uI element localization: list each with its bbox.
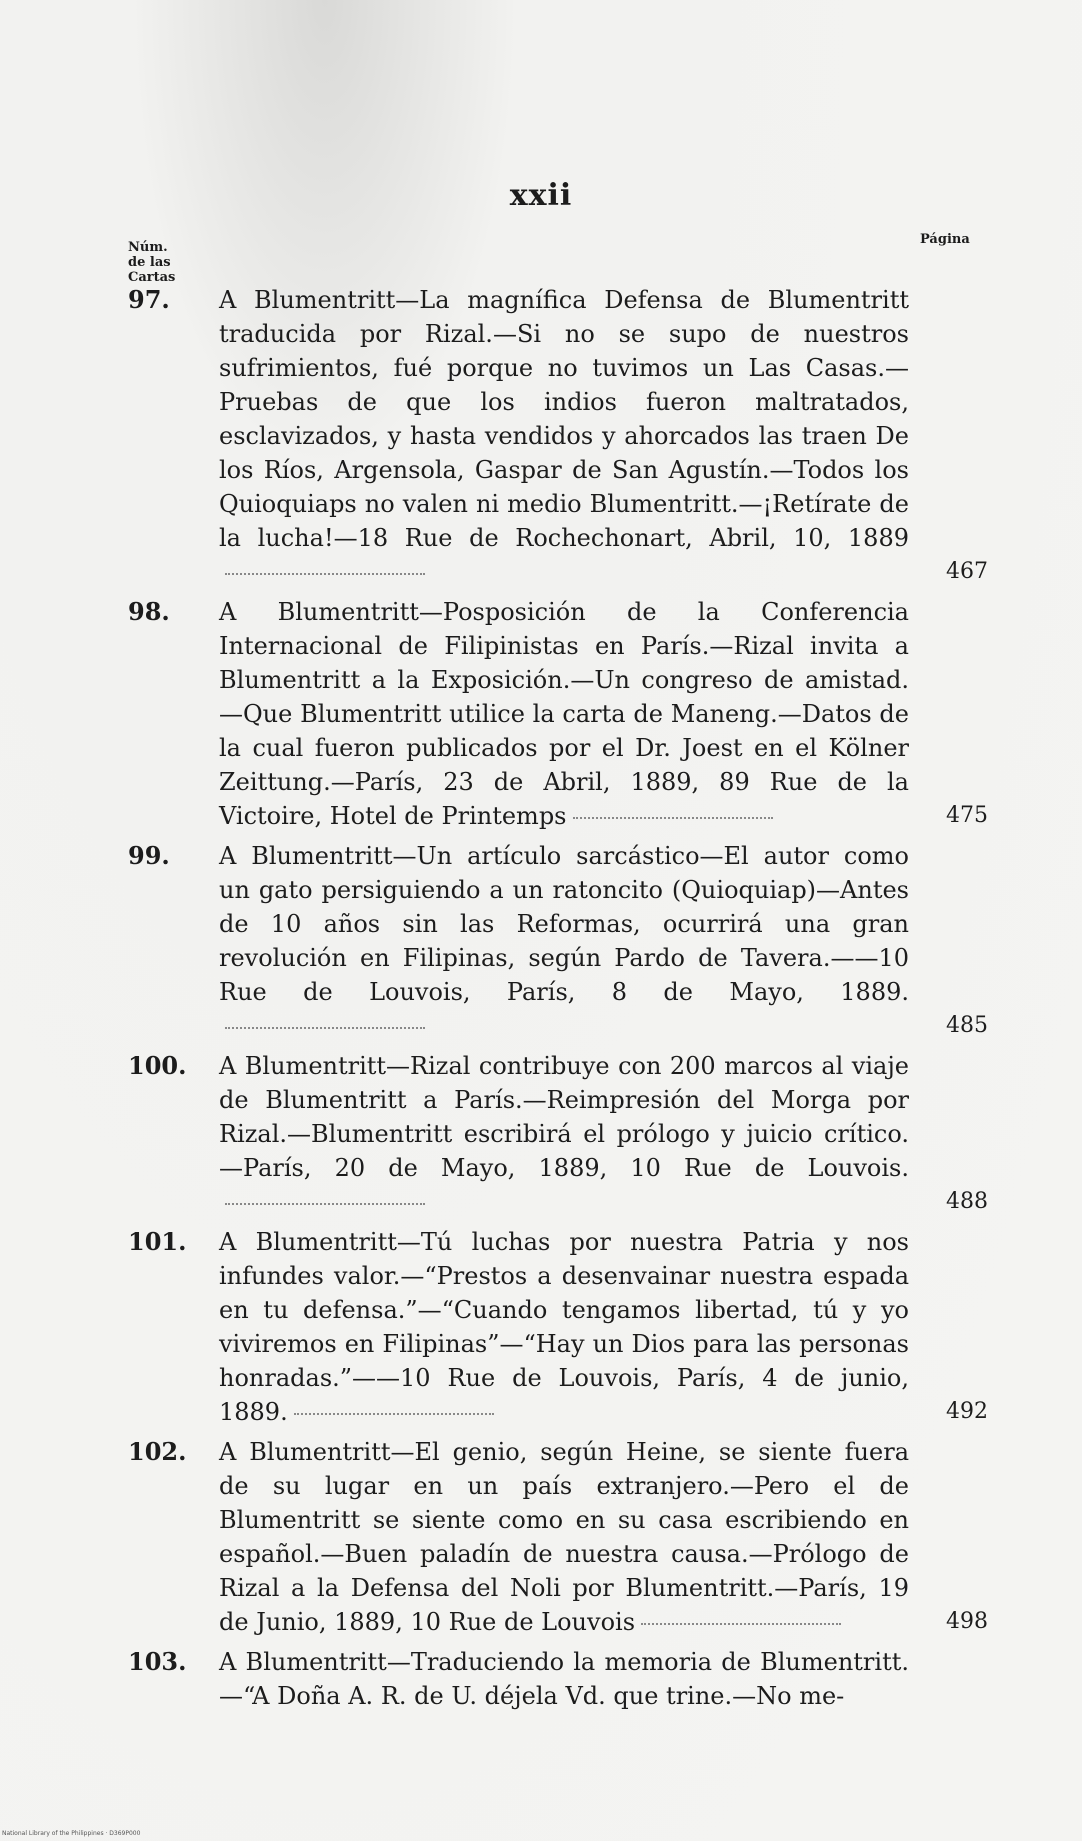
toc-entry <box>128 283 988 589</box>
toc-entry <box>128 1049 988 1219</box>
entry-number: 97. <box>128 285 170 314</box>
entry-number: 102. <box>128 1437 187 1466</box>
entry-number: 100. <box>128 1051 187 1080</box>
column-header-page: Página <box>920 232 970 247</box>
toc-entry <box>128 839 988 1043</box>
column-header-line: Cartas <box>128 270 176 285</box>
entry-page: 498 <box>946 1609 988 1634</box>
dot-leader <box>294 1413 494 1415</box>
toc-entry <box>128 1645 988 1713</box>
entry-number: 99. <box>128 841 170 870</box>
entry-text: A Blumentritt—Tú luchas por nuestra Patria y nos infundes valor.—“Prestos a desenvainar nuestra espada en tu defensa.”—“Cuando tengamos libertad, tú y yo viviremos en Filipinas”—“Hay un Dios para las personas honradas.”——10 Rue de Louvois, París, 4 de junio, 1889. <box>219 1228 909 1426</box>
entry-text: A Blumentritt—Un artículo sarcástico—El autor como un gato persiguiendo a un ratoncito (Quioquiap)—Antes de 10 años sin las Reformas, ocurrirá una gran revolución en Filipinas, según Pardo de Tavera.——10 Rue de Louvois, París, 8 de Mayo, 1889. <box>219 839 909 1043</box>
page-number: xxii <box>509 178 573 213</box>
entry-text: A Blumentritt—Traduciendo la memoria de Blumentritt. —“A Doña A. R. de U. déjela Vd. que trine.—No me- <box>219 1648 909 1710</box>
entry-page: 485 <box>946 1013 988 1038</box>
toc-entry <box>128 595 988 833</box>
dot-leader <box>225 1027 425 1029</box>
entry-page: 467 <box>946 559 988 584</box>
entry-number: 103. <box>128 1647 187 1676</box>
dot-leader <box>225 573 425 575</box>
entry-page: 492 <box>946 1399 988 1424</box>
entry-text: A Blumentritt—La magnífica Defensa de Blumentritt traducida por Rizal.—Si no se supo de nuestros sufrimientos, fué porque no tuvimos un Las Casas.—Pruebas de que los indios fueron maltratados, esclavizados, y hasta vendidos y ahorcados las traen De los Ríos, Argensola, Gaspar de San Agustín.—Todos los Quioquiaps no valen ni medio Blumentritt.—¡Retírate de la lucha!—18 Rue de Rochechonart, Abril, 10, 1889 <box>219 283 909 589</box>
dot-leader <box>641 1623 841 1625</box>
table-of-contents <box>128 283 988 1719</box>
toc-entry <box>128 1435 988 1639</box>
dot-leader <box>573 817 773 819</box>
entry-number: 98. <box>128 597 170 626</box>
entry-text: A Blumentritt—Posposición de la Conferencia Internacional de Filipinistas en París.—Rizal invita a Blumentritt a la Exposición.—Un congreso de amistad.—Que Blumentritt utilice la carta de Maneng.—Datos de la cual fueron publicados por el Dr. Joest en el Kölner Zeittung.—París, 23 de Abril, 1889, 89 Rue de la Victoire, Hotel de Printemps <box>219 598 909 830</box>
dot-leader <box>225 1203 425 1205</box>
column-header-line: de las <box>128 255 171 270</box>
footer-note: National Library of the Philippines · D369P000 <box>2 1830 141 1837</box>
entry-page: 475 <box>946 803 988 828</box>
entry-text: A Blumentritt—El genio, según Heine, se siente fuera de su lugar en un país extranjero.—Pero el de Blumentritt se siente como en su casa escribiendo en español.—Buen paladín de nuestra causa.—Prólogo de Rizal a la Defensa del Noli por Blumentritt.—París, 19 de Junio, 1889, 10 Rue de Louvois <box>219 1438 909 1636</box>
entry-text: A Blumentritt—Rizal contribuye con 200 marcos al viaje de Blumentritt a París.—Reimpresión del Morga por Rizal.—Blumentritt escribirá el prólogo y juicio crítico.—París, 20 de Mayo, 1889, 10 Rue de Louvois. <box>219 1049 909 1219</box>
column-header-line: Núm. <box>128 240 168 255</box>
column-header-letter-number <box>128 240 208 285</box>
entry-number: 101. <box>128 1227 187 1256</box>
entry-page: 488 <box>946 1189 988 1214</box>
toc-entry <box>128 1225 988 1429</box>
